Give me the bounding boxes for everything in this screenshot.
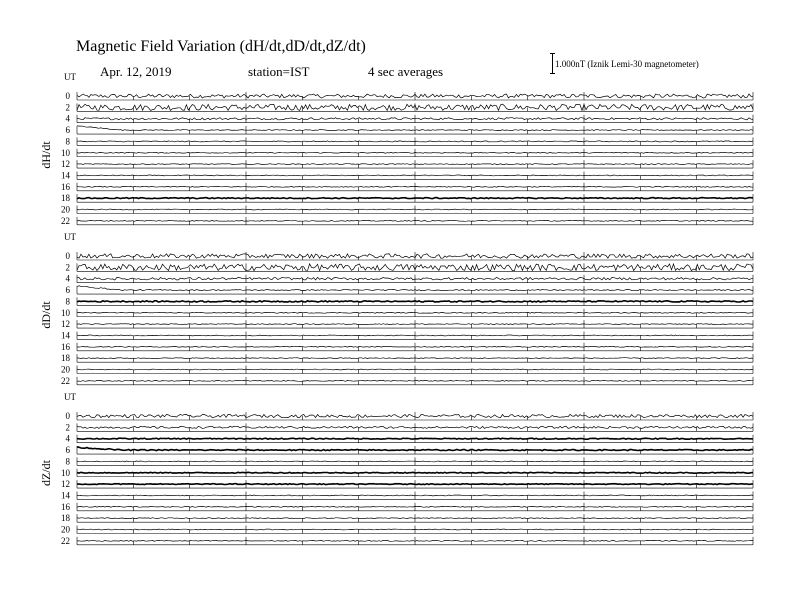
hour-tick-label: 20 [61, 204, 70, 215]
panel-ylabel: dD/dt [39, 301, 53, 329]
scale-label: 1.000nT (Iznik Lemi-30 magnetometer) [555, 59, 699, 69]
hour-tick-label: 16 [61, 341, 70, 352]
hour-tick-label: 6 [65, 445, 70, 456]
hour-tick-label: 16 [61, 181, 70, 192]
series-line [77, 484, 753, 485]
hour-tick-label: 12 [61, 479, 70, 490]
hour-tick-label: 8 [65, 296, 70, 307]
ut-axis-label: UT [64, 232, 76, 242]
hour-tick-label: 8 [65, 136, 70, 147]
hour-tick-label: 20 [61, 524, 70, 535]
hour-tick-label: 14 [61, 490, 70, 501]
hour-tick-label: 10 [61, 467, 70, 478]
hour-tick-label: 0 [65, 411, 70, 421]
hour-tick-label: 14 [61, 170, 70, 181]
hour-tick-label: 2 [65, 422, 70, 433]
hour-tick-label: 22 [61, 215, 70, 226]
date-label: Apr. 12, 2019 [100, 64, 172, 79]
panel-ylabel: dZ/dt [39, 460, 53, 486]
hour-tick-label: 0 [65, 91, 70, 101]
hour-tick-label: 12 [61, 319, 70, 330]
hour-tick-label: 12 [61, 159, 70, 170]
hour-tick-label: 18 [61, 353, 70, 364]
ut-axis-label: UT [64, 392, 76, 402]
hour-tick-label: 10 [61, 147, 70, 158]
hour-tick-label: 4 [65, 273, 70, 284]
hour-tick-label: 22 [61, 375, 70, 386]
hour-tick-label: 4 [65, 433, 70, 444]
hour-tick-label: 4 [65, 113, 70, 124]
hour-tick-label: 2 [65, 102, 70, 113]
hour-tick-label: 18 [61, 513, 70, 524]
station-label: station=IST [248, 64, 310, 79]
hour-tick-label: 6 [65, 125, 70, 136]
averaging-label: 4 sec averages [368, 64, 444, 79]
series-line [77, 529, 753, 530]
ut-axis-label: UT [64, 72, 76, 82]
hour-tick-label: 20 [61, 364, 70, 375]
hour-tick-label: 10 [61, 307, 70, 318]
series-line [77, 438, 753, 439]
hour-tick-label: 2 [65, 262, 70, 273]
panel-ylabel: dH/dt [39, 141, 53, 169]
hour-tick-label: 6 [65, 285, 70, 296]
hour-tick-label: 14 [61, 330, 70, 341]
series-line [77, 472, 753, 473]
series-line [77, 324, 753, 325]
hour-tick-label: 22 [61, 535, 70, 546]
hour-tick-label: 18 [61, 193, 70, 204]
hour-tick-label: 8 [65, 456, 70, 467]
chart-title: Magnetic Field Variation (dH/dt,dD/dt,dZ/dt) [76, 38, 366, 55]
series-line [77, 198, 753, 199]
hour-tick-label: 16 [61, 501, 70, 512]
hour-tick-label: 0 [65, 251, 70, 261]
